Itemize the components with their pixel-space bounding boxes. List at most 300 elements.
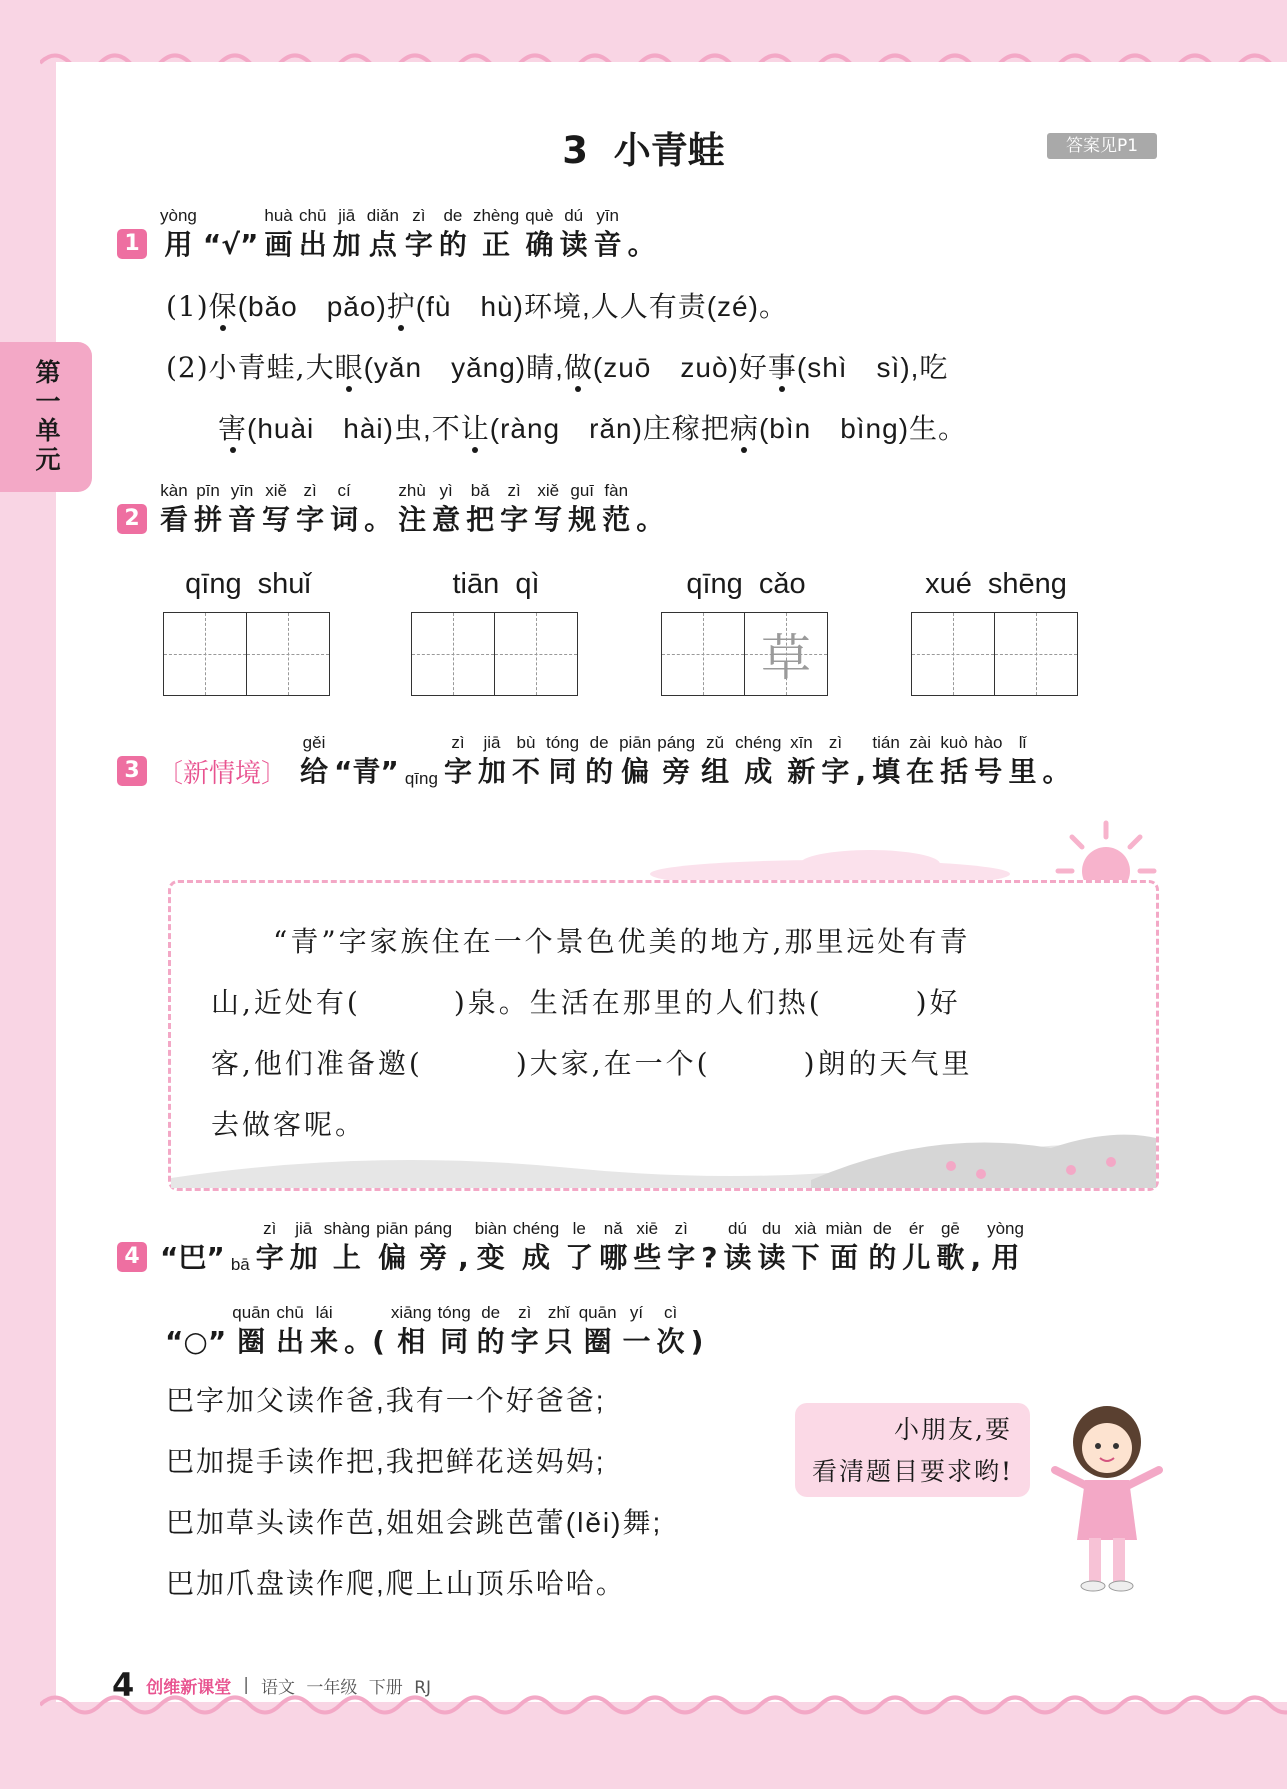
question-number-badge: 1 — [117, 229, 147, 259]
grid-cell[interactable] — [911, 612, 995, 696]
ruby-char — [438, 1302, 471, 1360]
ruby-char — [512, 732, 540, 790]
hanzi: 相 — [397, 1325, 426, 1358]
pinyin: zì — [507, 481, 521, 500]
pinyin: dú — [564, 206, 584, 225]
ruby-char — [565, 1218, 593, 1276]
hanzi: 面 — [829, 1241, 858, 1274]
ruby-char — [619, 732, 651, 790]
grid-cell[interactable] — [163, 612, 247, 696]
pinyin-word-group — [911, 568, 1081, 696]
ruby-char — [545, 1302, 573, 1360]
hanzi: 字 — [510, 1325, 539, 1358]
hanzi: , — [458, 1241, 469, 1274]
pinyin-word-group — [411, 568, 581, 696]
pinyin: páng — [414, 1219, 453, 1238]
page-number: 4 — [112, 1666, 135, 1704]
ruby-char — [628, 205, 656, 263]
ruby-char — [344, 1302, 385, 1360]
example-char — [247, 613, 329, 695]
story-line: 客,他们准备邀( )大家,在一个( )朗的天气里 — [211, 1047, 973, 1080]
question-1-heading — [117, 205, 659, 263]
ruby-char — [405, 205, 433, 263]
question-number-badge: 2 — [117, 504, 147, 534]
ruby-char — [585, 732, 613, 790]
hanzi: 成 — [522, 1241, 551, 1274]
page-footer — [112, 1666, 431, 1704]
hanzi: 加 — [477, 755, 506, 788]
unit-label: 第一单元 — [32, 359, 61, 475]
pinyin: guī — [570, 481, 595, 500]
pinyin: zhǐ — [547, 1303, 570, 1322]
pinyin: biàn — [474, 1219, 507, 1238]
question-4-heading-continued — [162, 1302, 706, 1360]
pinyin: zì — [263, 1219, 277, 1238]
pinyin: yì — [439, 481, 453, 500]
song-line: 巴字加父读作爸,我有一个好爸爸; — [166, 1385, 606, 1416]
ruby-char — [902, 1218, 930, 1276]
tian-zi-grid — [661, 612, 831, 696]
grid-cell[interactable] — [995, 612, 1078, 696]
hanzi: ? — [701, 1241, 718, 1274]
hanzi: 正 — [482, 228, 511, 261]
pinyin: shàng — [323, 1219, 371, 1238]
ruby-char — [232, 1302, 270, 1360]
ruby-char — [940, 732, 968, 790]
ruby-char — [758, 1218, 786, 1276]
hanzi: 写 — [534, 503, 563, 536]
hanzi: 成 — [744, 755, 773, 788]
hanzi: 号 — [974, 755, 1003, 788]
bubble-line: 小朋友,要 — [894, 1415, 1012, 1444]
hanzi: 旁 — [419, 1241, 448, 1274]
question-4-heading — [117, 1218, 1027, 1276]
pinyin: gěi — [302, 733, 326, 752]
pinyin: xīn — [790, 733, 813, 752]
question-2-heading — [117, 480, 667, 538]
pinyin: xiē — [636, 1219, 659, 1238]
hanzi: 注 — [398, 503, 427, 536]
ruby-char — [364, 480, 392, 538]
ruby-char — [334, 732, 399, 790]
pinyin: gē — [940, 1219, 960, 1238]
pinyin: xiě — [537, 481, 560, 500]
pinyin: du — [762, 1219, 781, 1238]
word-pinyin: qīng shuǐ — [185, 568, 311, 600]
hanzi: 次 — [656, 1325, 685, 1358]
grid-cell[interactable] — [661, 612, 745, 696]
question-2-text — [157, 480, 667, 538]
pinyin: kuò — [940, 733, 968, 752]
ruby-char — [160, 1218, 225, 1276]
pinyin: bǎ — [470, 481, 490, 500]
ruby-char — [525, 205, 553, 263]
hanzi: 拼 — [194, 503, 223, 536]
ruby-char — [473, 205, 519, 263]
pinyin: piān — [376, 1219, 409, 1238]
new-context-tag: 〔新情境〕 — [157, 759, 288, 789]
pinyin: piān — [619, 733, 652, 752]
word-pinyin: qīng cǎo — [686, 568, 806, 600]
hanzi: 加 — [289, 1241, 318, 1274]
pinyin: chū — [276, 1303, 304, 1322]
pinyin: cì — [663, 1303, 678, 1322]
example-char — [412, 613, 494, 695]
example-char: 草 — [761, 629, 811, 687]
question-4-text — [157, 1218, 1027, 1276]
pinyin: zhù — [398, 481, 426, 500]
grid-cell[interactable] — [495, 612, 578, 696]
pinyin: kàn — [160, 481, 188, 500]
ruby-char — [534, 480, 562, 538]
hanzi: “青” — [334, 755, 399, 788]
ruby-char — [299, 205, 327, 263]
hanzi: 新 — [787, 755, 816, 788]
children-song — [166, 1370, 662, 1614]
ruby-char — [657, 1302, 685, 1360]
pinyin: yīn — [230, 481, 254, 500]
ruby-char — [667, 1218, 695, 1276]
hanzi: 点 — [368, 228, 397, 261]
hanzi: 画 — [264, 228, 293, 261]
question-3-text — [297, 732, 1074, 790]
hanzi: 规 — [568, 503, 597, 536]
hanzi: 圈 — [237, 1325, 266, 1358]
pinyin: nǎ — [603, 1219, 623, 1238]
hanzi: 字 — [255, 1241, 284, 1274]
ruby-char — [970, 1218, 981, 1276]
pinyin: zǔ — [706, 733, 725, 752]
hanzi: 只 — [544, 1325, 573, 1358]
ruby-char — [594, 205, 622, 263]
hanzi: “巴” — [160, 1241, 225, 1274]
hanzi: 意 — [432, 503, 461, 536]
hanzi: , — [970, 1241, 982, 1274]
pinyin: jiā — [338, 206, 356, 225]
ruby-char — [623, 1302, 651, 1360]
pinyin: zì — [518, 1303, 532, 1322]
pinyin: jiā — [295, 1219, 313, 1238]
hanzi: 同 — [440, 1325, 469, 1358]
word-pinyin: tiān qì — [452, 568, 540, 600]
hanzi: 确 — [525, 228, 554, 261]
hanzi: 读 — [757, 1241, 786, 1274]
grid-cell[interactable] — [745, 612, 828, 696]
hanzi: 一 — [622, 1325, 651, 1358]
hanzi: 括 — [940, 755, 969, 788]
ruby-char — [300, 732, 328, 790]
ruby-char — [657, 732, 695, 790]
hanzi: 用 — [164, 228, 193, 261]
hanzi: 圈 — [583, 1325, 612, 1358]
pinyin: chéng — [735, 733, 782, 752]
ruby-char — [231, 1254, 250, 1276]
ruby-char — [165, 1302, 226, 1360]
grid-cell[interactable] — [247, 612, 330, 696]
hanzi: 同 — [548, 755, 577, 788]
example-char — [164, 613, 246, 695]
pinyin: fàn — [604, 481, 629, 500]
hanzi: 哪 — [599, 1241, 628, 1274]
hanzi: 填 — [872, 755, 901, 788]
ruby-char — [310, 1302, 338, 1360]
hanzi: 偏 — [378, 1241, 407, 1274]
tian-zi-grid — [911, 612, 1081, 696]
pinyin: bā — [230, 1255, 250, 1274]
story-line: 山,近处有( )泉。生活在那里的人们热( )好 — [211, 986, 961, 1019]
bubble-line: 看清题目要求哟! — [811, 1457, 1014, 1486]
pinyin: páng — [657, 733, 696, 752]
pinyin: jiā — [483, 733, 501, 752]
pinyin: yí — [629, 1303, 644, 1322]
story-line: “青”字家族住在一个景色优美的地方,那里远处有青 — [211, 925, 971, 958]
pinyin: zì — [303, 481, 317, 500]
example-char — [995, 613, 1077, 695]
ruby-char — [513, 1218, 559, 1276]
answer-badge: 答案见P1 — [1047, 133, 1157, 159]
pinyin: pīn — [196, 481, 220, 500]
ruby-char — [367, 205, 399, 263]
hanzi: 不 — [511, 755, 540, 788]
landscape-illustration — [171, 1108, 1156, 1188]
ruby-char — [160, 480, 188, 538]
ruby-char — [546, 732, 579, 790]
hanzi: 写 — [262, 503, 291, 536]
pinyin: huà — [264, 206, 293, 225]
hanzi: 里 — [1008, 755, 1037, 788]
pinyin: chū — [299, 206, 327, 225]
ruby-char — [296, 480, 324, 538]
ruby-char — [936, 1218, 964, 1276]
ruby-char — [701, 1218, 717, 1276]
pinyin: de — [589, 733, 609, 752]
pinyin: de — [443, 206, 463, 225]
hanzi: 看 — [160, 503, 189, 536]
ruby-char — [160, 205, 197, 263]
pinyin: zhèng — [472, 206, 520, 225]
hanzi: 字 — [821, 755, 850, 788]
ruby-char — [276, 1302, 304, 1360]
pinyin: ér — [908, 1219, 924, 1238]
hanzi: 字 — [667, 1241, 696, 1274]
hanzi: 。 — [364, 503, 393, 536]
hanzi: 读 — [723, 1241, 752, 1274]
ruby-char — [290, 1218, 318, 1276]
example-char — [662, 613, 744, 695]
hanzi: 偏 — [621, 755, 650, 788]
hanzi: 把 — [466, 503, 495, 536]
hanzi: 上 — [332, 1241, 361, 1274]
hanzi: 组 — [701, 755, 730, 788]
q1-item-2: (2)小青蛙,大眼(yǎn yǎng)睛,做(zuō zuò)好事(shì sì),吃 — [166, 351, 949, 384]
pinyin: chéng — [512, 1219, 560, 1238]
hanzi: 。 — [636, 503, 665, 536]
hanzi: 歌 — [936, 1241, 965, 1274]
ruby-char — [568, 480, 596, 538]
pinyin: qīng — [404, 769, 438, 788]
ruby-char — [560, 205, 588, 263]
hanzi: 变 — [476, 1241, 505, 1274]
hanzi: 字 — [404, 228, 433, 261]
pinyin: diǎn — [366, 206, 399, 225]
ruby-char — [203, 205, 258, 263]
ruby-char — [405, 768, 438, 790]
ruby-char — [872, 732, 900, 790]
ruby-char — [633, 1218, 661, 1276]
hanzi: 音 — [228, 503, 257, 536]
song-line: 巴加提手读作把,我把鲜花送妈妈; — [166, 1446, 606, 1477]
ruby-char — [458, 1218, 469, 1276]
pinyin: de — [481, 1303, 501, 1322]
pinyin: hào — [974, 733, 1003, 752]
pinyin: de — [872, 1219, 892, 1238]
word-pinyin: xué shēng — [925, 568, 1067, 600]
pinyin: yòng — [160, 206, 197, 225]
hanzi: “○” — [165, 1325, 227, 1358]
pinyin: xiāng — [390, 1303, 432, 1322]
hanzi: 字 — [296, 503, 325, 536]
brand-name: 创维新课堂 — [146, 1677, 232, 1698]
pinyin: quān — [232, 1303, 271, 1322]
hanzi: 加 — [332, 228, 361, 261]
pinyin: zì — [828, 733, 843, 752]
hanzi: 音 — [593, 228, 622, 261]
hanzi: 给 — [300, 755, 329, 788]
speech-bubble — [795, 1403, 1030, 1497]
ruby-char — [439, 205, 467, 263]
tian-zi-grid — [163, 612, 333, 696]
pinyin: lǐ — [1018, 733, 1027, 752]
question-3-heading — [117, 732, 1074, 790]
ruby-char — [691, 1302, 704, 1360]
pinyin: xià — [794, 1219, 817, 1238]
hanzi: 出 — [298, 228, 327, 261]
song-line: 巴加草头读作芭,姐姐会跳芭蕾(lěi)舞; — [166, 1507, 663, 1538]
song-line: 巴加爪盘读作爬,爬上山顶乐哈哈。 — [166, 1568, 626, 1599]
ruby-char — [701, 732, 729, 790]
unit-side-tab — [0, 342, 92, 492]
hanzi: 出 — [276, 1325, 305, 1358]
ruby-char — [477, 1302, 505, 1360]
ruby-char — [511, 1302, 539, 1360]
ruby-char — [432, 480, 460, 538]
ruby-char — [792, 1218, 820, 1276]
ruby-char — [333, 205, 361, 263]
pinyin-word-group — [661, 568, 831, 696]
ruby-char — [330, 480, 358, 538]
question-1-text — [157, 205, 659, 263]
hanzi: 范 — [602, 503, 631, 536]
ruby-char — [602, 480, 630, 538]
question-number-badge: 4 — [117, 1242, 147, 1272]
q1-item-1: (1)保(bǎo pǎo)护(fù hù)环境,人人有责(zé)。 — [166, 290, 788, 323]
girl-illustration — [1045, 1400, 1170, 1595]
ruby-char — [906, 732, 934, 790]
pinyin: xiě — [265, 481, 287, 500]
pinyin: zài — [909, 733, 931, 752]
tian-zi-grid — [411, 612, 581, 696]
pinyin: zì — [674, 1219, 688, 1238]
hanzi: 读 — [559, 228, 588, 261]
pinyin: tóng — [437, 1303, 471, 1322]
pinyin: quān — [578, 1303, 617, 1322]
pinyin: què — [525, 206, 554, 225]
hanzi: 的 — [585, 755, 614, 788]
hanzi: 的 — [476, 1325, 505, 1358]
page-title: 3 小青蛙 — [562, 129, 725, 172]
hanzi: ) — [690, 1325, 704, 1358]
ruby-char — [579, 1302, 617, 1360]
ruby-char — [398, 480, 426, 538]
ruby-char — [500, 480, 528, 538]
ruby-char — [821, 732, 849, 790]
pinyin: miàn — [825, 1219, 863, 1238]
ruby-char — [228, 480, 256, 538]
pinyin: zì — [412, 206, 426, 225]
hanzi: 儿 — [902, 1241, 931, 1274]
hanzi: 了 — [565, 1241, 594, 1274]
ruby-char — [787, 732, 815, 790]
ruby-char — [599, 1218, 627, 1276]
ruby-char — [264, 205, 292, 263]
ruby-char — [475, 1218, 507, 1276]
question-4-text-line-2 — [162, 1302, 706, 1360]
ruby-char — [826, 1218, 863, 1276]
hanzi: 在 — [906, 755, 935, 788]
pinyin: zì — [451, 733, 465, 752]
example-char — [495, 613, 577, 695]
story-line: 去做客呢。 — [211, 1108, 367, 1141]
hanzi: 字 — [500, 503, 529, 536]
pinyin: tián — [872, 733, 900, 752]
ruby-char — [478, 732, 506, 790]
ruby-char — [1009, 732, 1037, 790]
pinyin: yòng — [987, 1219, 1024, 1238]
story-box — [168, 880, 1159, 1191]
hanzi: 词 — [330, 503, 359, 536]
hanzi: 。 — [1042, 755, 1071, 788]
ruby-char — [466, 480, 494, 538]
hanzi: “√” — [202, 228, 259, 261]
hanzi: 。( — [344, 1325, 385, 1358]
hanzi: 字 — [443, 755, 472, 788]
ruby-char — [868, 1218, 896, 1276]
grid-cell[interactable] — [411, 612, 495, 696]
ruby-char — [376, 1218, 408, 1276]
hanzi: 的 — [438, 228, 467, 261]
ruby-char — [723, 1218, 751, 1276]
ruby-char — [444, 732, 472, 790]
pinyin: le — [572, 1219, 586, 1238]
hanzi: 下 — [791, 1241, 820, 1274]
ruby-char — [855, 732, 866, 790]
ruby-char — [262, 480, 290, 538]
example-char — [912, 613, 994, 695]
pinyin: lái — [315, 1303, 333, 1322]
pinyin: bù — [516, 733, 536, 752]
footer-separator: | — [243, 1675, 249, 1695]
hanzi: 。 — [627, 228, 656, 261]
ruby-char — [391, 1302, 432, 1360]
q1-item-2-continued: 害(huài hài)虫,不让(ràng rǎn)庄稼把病(bìn bìng)生。 — [218, 412, 968, 445]
ruby-char — [974, 732, 1002, 790]
hanzi: 来 — [310, 1325, 339, 1358]
ruby-char — [256, 1218, 284, 1276]
hanzi: 用 — [991, 1241, 1020, 1274]
ruby-char — [636, 480, 664, 538]
pinyin: dú — [728, 1219, 747, 1238]
hanzi: 些 — [633, 1241, 662, 1274]
